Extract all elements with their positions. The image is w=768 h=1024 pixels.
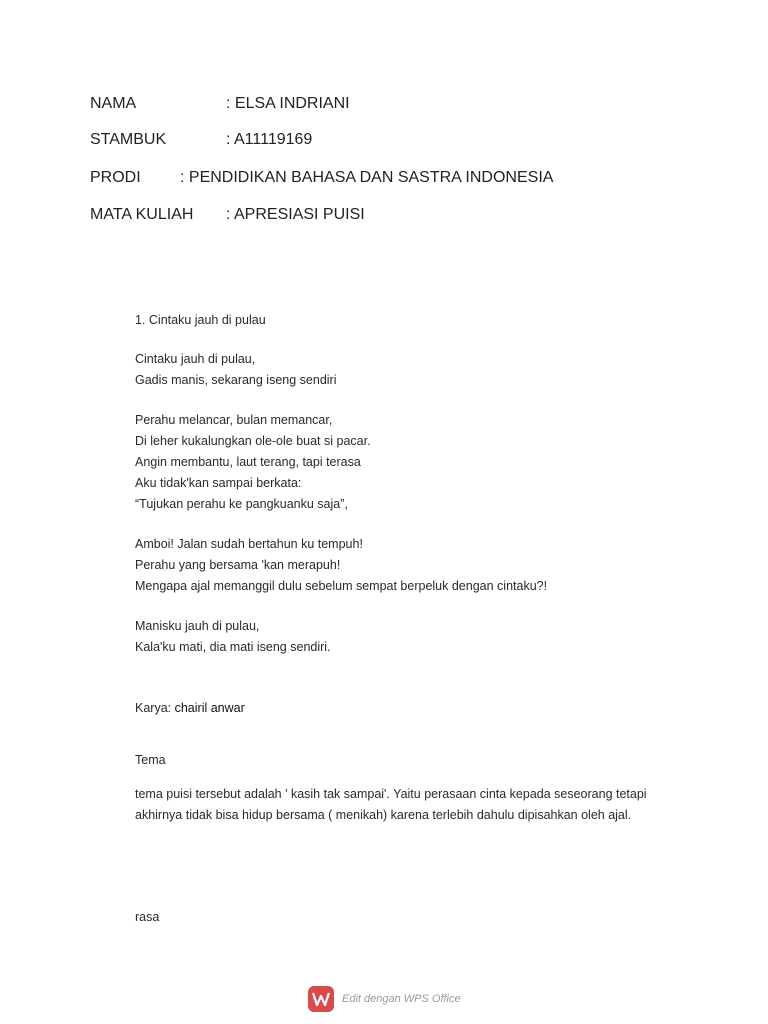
poem-line: Cintaku jauh di pulau,: [135, 352, 256, 366]
rasa-title: rasa: [135, 910, 160, 924]
poem-line: Angin membantu, laut terang, tapi terasa: [135, 455, 361, 469]
tema-paragraph: tema puisi tersebut adalah ' kasih tak sampai'. Yaitu perasaan cinta kepada seseorang tetapi akhirnya tidak bisa hidup bersama ( menikah) karena terlebih dahulu dipisahkan oleh ajal.: [135, 787, 647, 822]
tema-title: Tema: [135, 753, 166, 767]
poem-line: Aku tidak'kan sampai berkata:: [135, 476, 302, 490]
poem-line: Kala'ku mati, dia mati iseng sendiri.: [135, 640, 331, 654]
poem-line: Manisku jauh di pulau,: [135, 619, 260, 633]
mata-kuliah-label: MATA KULIAH: [90, 206, 194, 223]
stambuk-label: STAMBUK: [90, 131, 167, 148]
wps-office-icon: [308, 986, 334, 1012]
poem-line: Gadis manis, sekarang iseng sendiri: [135, 373, 337, 387]
stanza-2: [135, 410, 371, 515]
poem-line: Mengapa ajal memanggil dulu sebelum sempat berpeluk dengan cintaku?!: [135, 579, 548, 593]
stanza-1: [135, 349, 337, 391]
stanza-3: [135, 534, 547, 597]
karya-label: Karya:: [135, 701, 175, 715]
nama-label: NAMA: [90, 95, 137, 112]
poem-title: 1. Cintaku jauh di pulau: [135, 313, 266, 327]
wps-edit-link[interactable]: [308, 986, 461, 1012]
karya-line: [135, 698, 245, 719]
poem-line: Amboi! Jalan sudah bertahun ku tempuh!: [135, 537, 363, 551]
poem-line: Perahu melancar, bulan memancar,: [135, 413, 333, 427]
poem-heading: [135, 310, 266, 331]
stanza-4: [135, 616, 331, 658]
stambuk-value: : A11119169: [226, 131, 313, 148]
tema-heading: [135, 750, 166, 771]
prodi-label: PRODI: [90, 169, 141, 186]
rasa-heading: [135, 907, 159, 928]
wps-edit-text: Edit dengan WPS Office: [342, 993, 461, 1005]
prodi-value: : PENDIDIKAN BAHASA DAN SASTRA INDONESIA: [180, 169, 554, 186]
karya-author: chairil anwar: [174, 701, 245, 715]
poem-line: “Tujukan perahu ke pangkuanku saja”,: [135, 497, 348, 511]
nama-value: : ELSA INDRIANI: [226, 95, 350, 112]
poem-line: Perahu yang bersama 'kan merapuh!: [135, 558, 341, 572]
mata-kuliah-value: : APRESIASI PUISI: [226, 206, 365, 223]
poem-line: Di leher kukalungkan ole-ole buat si pacar.: [135, 434, 371, 448]
